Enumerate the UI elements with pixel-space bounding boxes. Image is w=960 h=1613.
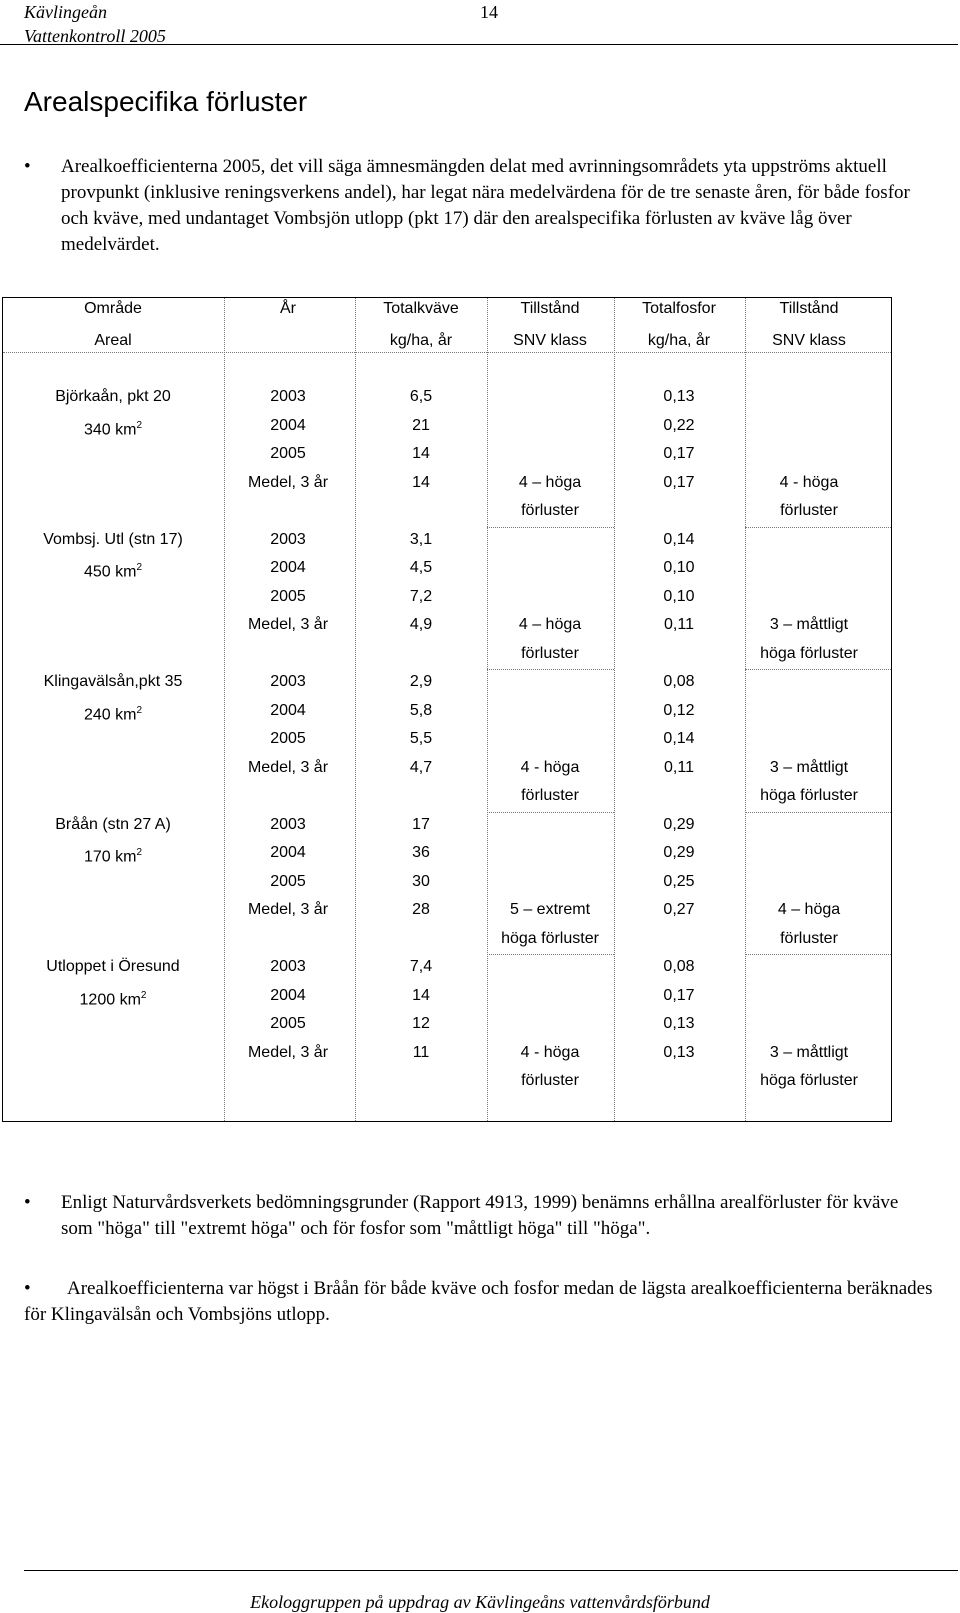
area-name: Björkaån, pkt 20 [55,388,171,405]
nitrogen-value: 4,5 [409,559,433,576]
header-doc-line2: Vattenkontroll 2005 [24,26,166,46]
column-divider [745,298,746,1121]
nitrogen-class: förluster [521,644,579,662]
year-cell: 2003 [270,530,306,548]
column-subheader: Areal [94,332,132,349]
nitrogen-value: 14 [412,986,430,1004]
nitrogen-class: 4 - höga [520,1043,580,1061]
column-header: Totalkväve [383,300,459,317]
nitrogen-class: 4 - höga [520,758,580,776]
year-cell: 2004 [270,844,306,861]
column-divider [614,298,615,1121]
year-cell: 2004 [270,701,306,719]
phosphorus-class: förluster [780,929,838,947]
year-cell: 2005 [270,1015,306,1032]
phosphorus-value: 0,10 [663,587,695,605]
area-name: Utloppet i Öresund [46,958,180,975]
phosphorus-value: 0,29 [663,844,695,861]
year-cell: 2004 [270,416,306,434]
class-divider [745,527,891,528]
nitrogen-value: 28 [412,901,430,918]
phosphorus-value: 0,22 [663,416,695,434]
area-size-value: 340 km [83,420,137,438]
column-header: År [280,300,296,317]
class-divider [745,954,891,955]
year-cell: Medel, 3 år [247,901,329,918]
nitrogen-value: 36 [412,844,430,861]
area-size [80,987,147,1009]
nitrogen-value: 12 [412,1015,430,1032]
nitrogen-class: 5 – extremt [509,901,591,918]
nitrogen-value: 7,2 [409,587,433,605]
bullet-dot-icon: • [24,1192,31,1213]
nitrogen-value: 5,8 [409,701,433,719]
nitrogen-value: 3,1 [409,530,433,548]
nitrogen-class: 4 – höga [518,473,582,491]
phosphorus-class: höga förluster [760,644,858,662]
phosphorus-value: 0,25 [663,872,695,890]
nitrogen-value: 7,4 [409,958,433,975]
nitrogen-class: förluster [521,502,579,519]
year-cell: 2005 [270,445,306,462]
phosphorus-class: 4 – höga [777,901,841,918]
phosphorus-value: 0,27 [663,901,695,918]
year-cell: Medel, 3 år [247,473,329,491]
area-name: Klingavälsån,pkt 35 [43,673,183,690]
page-title: Arealspecifika förluster [24,86,308,117]
area-size-unit-exponent: 2 [136,419,143,431]
bullet-summary [24,1276,934,1328]
phosphorus-class: 4 - höga [779,473,839,491]
nitrogen-value: 30 [412,872,430,890]
year-cell: 2003 [270,958,306,975]
area-size [84,559,142,581]
column-header: Tillstånd [779,300,839,317]
phosphorus-value: 0,17 [663,473,695,491]
year-cell: 2004 [270,559,306,576]
column-subheader: kg/ha, år [647,332,711,349]
bullet-intro [24,154,924,258]
year-cell: 2005 [270,587,306,605]
column-subheader: SNV klass [513,332,587,349]
phosphorus-class: höga förluster [760,787,858,804]
header-rule [0,44,958,45]
area-name: Vombsj. Utl (stn 17) [43,530,183,548]
column-divider [224,298,225,1121]
area-size-unit-exponent: 2 [140,989,147,1001]
phosphorus-value: 0,13 [663,1015,695,1032]
area-size [84,417,142,439]
phosphorus-class: höga förluster [760,1072,858,1089]
footer-text: Ekologgruppen på uppdrag av Kävlingeåns vattenvårdsförbund [250,1592,710,1612]
year-cell: 2004 [270,986,306,1004]
column-subheader: SNV klass [772,332,846,349]
phosphorus-value: 0,08 [663,673,695,690]
phosphorus-value: 0,13 [663,388,695,405]
class-divider [487,527,614,528]
phosphorus-value: 0,11 [664,758,694,776]
column-header: Totalfosfor [642,300,716,317]
bullet-classification-text: Enligt Naturvårdsverkets bedömningsgrunder (Rapport 4913, 1999) benämns erhållna arealförluster för kväve som "höga" till "extremt höga" och för fosfor som "måttligt höga" till "höga". [61,1192,899,1239]
phosphorus-value: 0,08 [663,958,695,975]
year-cell: Medel, 3 år [247,1043,329,1061]
column-divider [487,298,488,1121]
area-size-unit-exponent: 2 [136,704,143,716]
class-divider [745,812,891,813]
nitrogen-class: förluster [521,787,579,804]
column-subheader: kg/ha, år [389,332,453,349]
year-cell: 2003 [270,815,306,833]
nitrogen-value: 6,5 [409,388,433,405]
nitrogen-value: 21 [412,416,430,434]
nitrogen-value: 11 [412,1043,430,1061]
nitrogen-value: 4,7 [409,758,433,776]
area-name: Bråån (stn 27 A) [55,815,171,833]
area-size-unit-exponent: 2 [136,847,143,858]
phosphorus-value: 0,14 [663,530,695,548]
year-cell: 2005 [270,730,306,747]
nitrogen-value: 5,5 [409,730,433,747]
class-divider [487,812,614,813]
phosphorus-value: 0,13 [663,1043,695,1061]
phosphorus-value: 0,10 [663,559,695,576]
phosphorus-value: 0,17 [663,986,695,1004]
header-divider [3,352,891,353]
bullet-dot-icon: • [24,156,31,177]
arealoss-table [2,297,892,1122]
column-header: Tillstånd [520,300,580,317]
year-cell: 2005 [270,872,306,890]
column-divider [355,298,356,1121]
class-divider [487,669,614,670]
column-header: Område [84,300,142,317]
area-size-value: 450 km [83,563,137,581]
year-cell: Medel, 3 år [247,758,329,776]
year-cell: Medel, 3 år [247,616,329,633]
nitrogen-class: höga förluster [501,929,599,947]
nitrogen-value: 14 [412,445,430,462]
class-divider [745,669,891,670]
area-size-unit-exponent: 2 [136,562,143,573]
bullet-summary-text: Arealkoefficienterna var högst i Bråån för både kväve och fosfor medan de lägsta arealkoefficienterna beräknades för Klingavälsån och Vombsjöns utlopp. [24,1278,933,1325]
class-divider [487,954,614,955]
phosphorus-class: 3 – måttligt [769,616,849,633]
area-size-value: 1200 km [79,990,141,1008]
nitrogen-value: 17 [412,815,430,833]
year-cell: 2003 [270,673,306,690]
area-size-value: 240 km [83,705,137,723]
year-cell: 2003 [270,388,306,405]
phosphorus-value: 0,12 [663,701,695,719]
area-size [84,702,142,724]
bullet-classification [24,1190,934,1242]
phosphorus-value: 0,17 [663,445,695,462]
header-doc-line1: Kävlingeån [24,2,107,22]
phosphorus-value: 0,14 [663,730,695,747]
nitrogen-value: 4,9 [409,616,433,633]
nitrogen-class: förluster [521,1072,579,1089]
area-size-value: 170 km [83,848,137,866]
phosphorus-class: 3 – måttligt [769,758,849,776]
phosphorus-class: förluster [780,502,838,519]
page-number: 14 [480,2,498,22]
footer-rule [24,1570,958,1571]
phosphorus-value: 0,11 [664,616,694,633]
nitrogen-value: 2,9 [409,673,433,690]
nitrogen-value: 14 [412,473,430,491]
phosphorus-value: 0,29 [663,815,695,833]
phosphorus-class: 3 – måttligt [769,1043,849,1061]
bullet-dot-icon: • [24,1278,31,1299]
area-size [84,844,142,866]
bullet-intro-text: Arealkoefficienterna 2005, det vill säga ämnesmängden delat med avrinningsområdets yta uppströms aktuell provpunkt (inklusive reningsverkens andel), har legat nära medelvärdena för de tre senaste åren, för både fosfor och kväve, med undantaget Vombsjön utlopp (pkt 17) där den arealspecifika förlusten av kväve låg över medelvärdet. [61,156,910,255]
nitrogen-class: 4 – höga [518,616,582,633]
